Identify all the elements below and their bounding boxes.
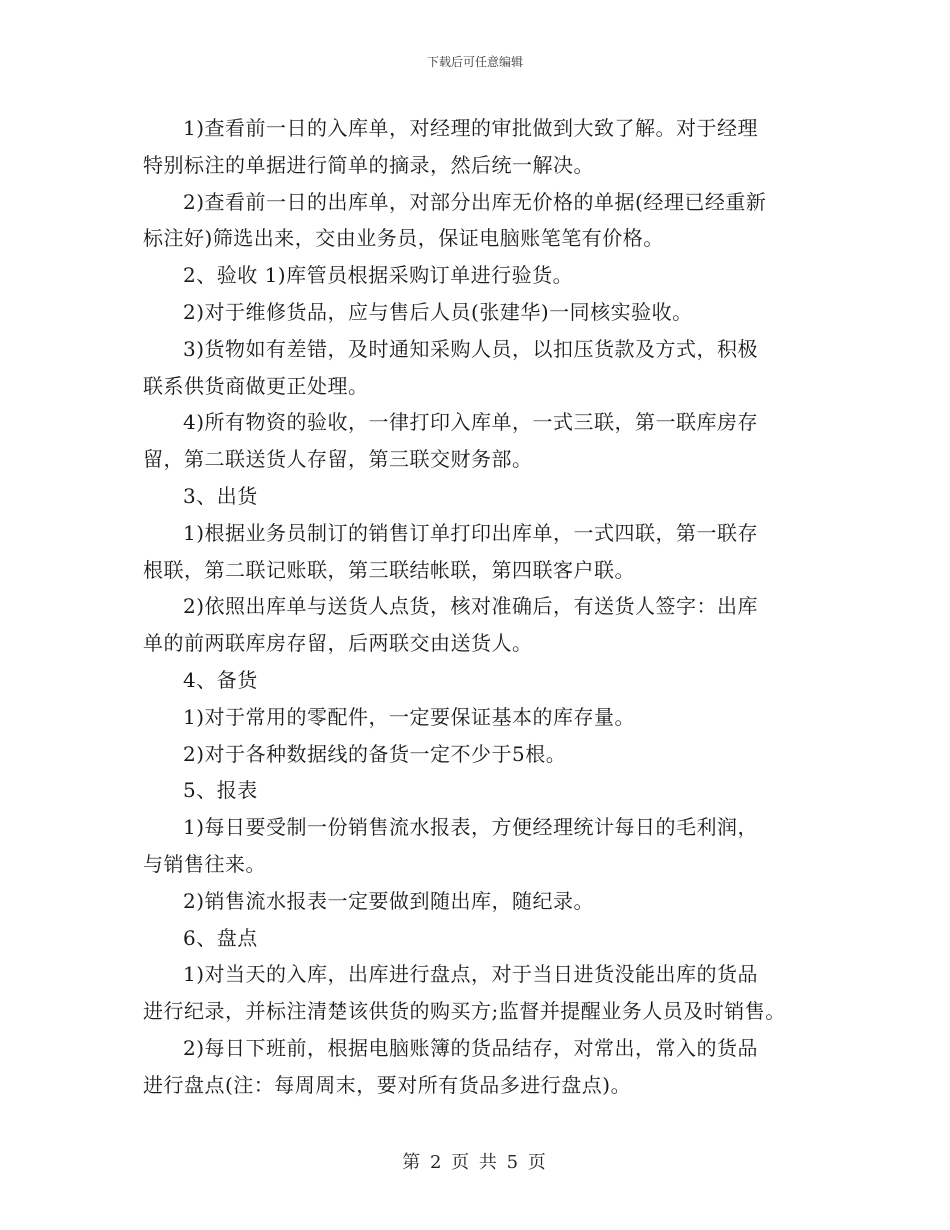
paragraph bbox=[143, 294, 823, 331]
text-line: 联系供货商做更正处理。 bbox=[143, 373, 369, 398]
paragraph bbox=[143, 1030, 823, 1104]
paragraph bbox=[143, 736, 823, 773]
text-line: 4)所有物资的验收，一律打印入库单，一式三联，第一联库房存 bbox=[183, 410, 759, 435]
text-line: 1)根据业务员制订的销售订单打印出库单，一式四联，第一联存 bbox=[183, 520, 759, 545]
paragraph bbox=[143, 515, 823, 589]
text-line: 2)对于维修货品，应与售后人员(张建华)一同核实验收。 bbox=[183, 299, 693, 324]
paragraph bbox=[143, 772, 823, 809]
text-line: 1)每日要受制一份销售流水报表，方便经理统计每日的毛利润， bbox=[183, 815, 759, 840]
paragraph bbox=[143, 184, 823, 258]
paragraph bbox=[143, 257, 823, 294]
text-line: 2)每日下班前，根据电脑账簿的货品结存，对常出，常入的货品 bbox=[183, 1035, 759, 1060]
text-line: 单的前两联库房存留，后两联交由送货人。 bbox=[143, 631, 533, 656]
page-number-footer: 第 2 页 共 5 页 bbox=[402, 1152, 548, 1173]
text-line: 留，第二联送货人存留，第三联交财务部。 bbox=[143, 447, 533, 472]
text-line: 3、出货 bbox=[183, 483, 258, 508]
text-line: 6、盘点 bbox=[183, 925, 258, 950]
text-line: 4、备货 bbox=[183, 667, 258, 692]
paragraph bbox=[143, 662, 823, 699]
text-line: 2、验收 1)库管员根据采购订单进行验货。 bbox=[183, 263, 574, 288]
paragraph bbox=[143, 588, 823, 662]
paragraph bbox=[143, 920, 823, 957]
paragraph bbox=[143, 956, 823, 1030]
paragraph bbox=[143, 404, 823, 478]
text-line: 1)对当天的入库，出库进行盘点，对于当日进货没能出库的货品 bbox=[183, 962, 759, 987]
paragraph bbox=[143, 699, 823, 736]
text-line: 2)对于各种数据线的备货一定不少于5根。 bbox=[183, 741, 567, 766]
text-line: 2)销售流水报表一定要做到随出库，随纪录。 bbox=[183, 888, 595, 913]
text-line: 5、报表 bbox=[183, 778, 258, 803]
text-line: 3)货物如有差错，及时通知采购人员，以扣压货款及方式，积极 bbox=[183, 336, 759, 361]
text-line: 2)依照出库单与送货人点货，核对准确后，有送货人签字：出库 bbox=[183, 594, 759, 619]
page-header: 下载后可任意编辑 bbox=[426, 55, 523, 69]
text-line: 进行纪录，并标注清楚该供货的购买方;监督并提醒业务人员及时销售。 bbox=[143, 999, 786, 1024]
text-line: 特别标注的单据进行简单的摘录，然后统一解决。 bbox=[143, 152, 594, 177]
text-line: 与销售往来。 bbox=[143, 851, 266, 876]
document-body bbox=[143, 110, 823, 1104]
text-line: 根联，第二联记账联，第三联结帐联，第四联客户联。 bbox=[143, 557, 635, 582]
text-line: 1)对于常用的零配件，一定要保证基本的库存量。 bbox=[183, 704, 636, 729]
paragraph bbox=[143, 110, 823, 184]
text-line: 标注好)筛选出来，交由业务员，保证电脑账笔笔有价格。 bbox=[143, 226, 664, 251]
paragraph bbox=[143, 478, 823, 515]
paragraph bbox=[143, 809, 823, 883]
paragraph bbox=[143, 883, 823, 920]
paragraph bbox=[143, 331, 823, 405]
text-line: 2)查看前一日的出库单，对部分出库无价格的单据(经理已经重新 bbox=[183, 189, 767, 214]
text-line: 进行盘点(注：每周周末，要对所有货品多进行盘点)。 bbox=[143, 1072, 632, 1097]
text-line: 1)查看前一日的入库单，对经理的审批做到大致了解。对于经理 bbox=[183, 116, 759, 140]
